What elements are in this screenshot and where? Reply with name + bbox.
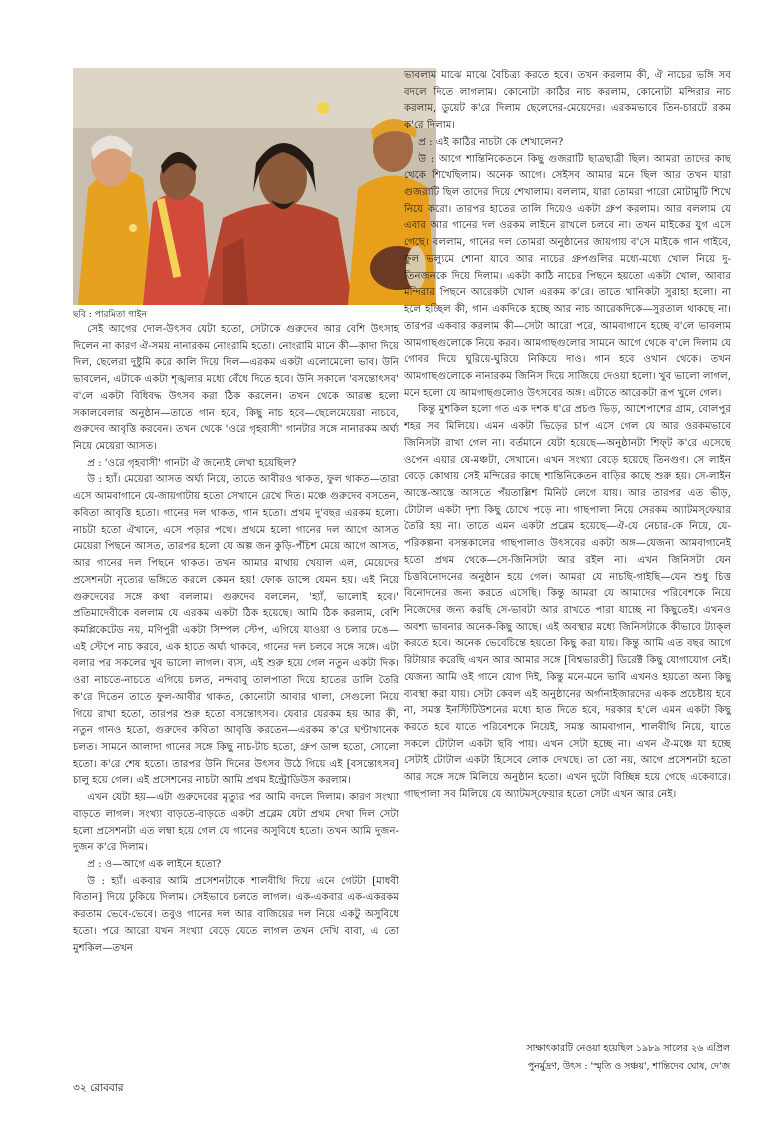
answer: উ : হ্যাঁ। একবার আমি প্রসেশনটাকে শালবীথি দিয়ে এনে গেটটা [মাধবী বিতান] দিয়ে ঢুকিয়ে দিলাম। সেইভাবে চলতে লাগল। এক-একবার এক-একরকম করতাম ভেবে-ভেবে। তবুও গানের দল আর বাজিয়ের দল নিয়ে একটু অসুবিধে হতো। পরে আরো যখন সংখ্যা বেড়ে যেতে লাগল তখন দেখি বাবা, এ তো মুশকিল—তখন — [73, 875, 399, 954]
left-column — [73, 322, 399, 1042]
right-column — [404, 68, 731, 1013]
paragraph: এখন যেটা হয়—এটা গুরুদেবের মৃত্যুর পর আমি বদলে দিলাম। কারণ সংখ্যা বাড়তে লাগল। সংখ্যা বাড়তে-বাড়তে একটা প্রব্লেম যেটা প্রথম দেখা দিল সেটা হলো প্রসেশনটা এত লম্বা হয়ে গেল যে গানের অসুবিধে হতো। তখন আমি দুজন-দুজন ক'রে দিলাম। — [73, 792, 399, 854]
festival-photo — [73, 68, 436, 305]
paragraph: কিন্তু মুশকিল হলো গত এক দশক ধ'রে প্রচণ্ড ভিড়, আশেপাশের গ্রাম, বোলপুর শহর সব মিলিয়ে। এমন একটা ভিড়ের চাপ এসে গেল যে আর ওরকমভাবে জিনিসটা রাখা গেল না। বর্তমানে যেটা হয়েছে—অনুষ্ঠানটা শিফ্‌ট ক'রে এসেছে ওপেন এয়ার যে-মঞ্চটা, সেখানে। এখন সংখ্যা বেড়ে হয়েছে তিনগুণ। সে লাইন বেড়ে কোথায় সেই মন্দিরের কাছে শান্তিনিকেতন বাড়ির কাছে শুরু হয়। সে-লাইন আস্তে-আস্তে আসতে পঁয়তাল্লিশ মিনিট লেগে যায়। আর তারপর এত ভীড়, টোটাল একটা দৃশ্য কিছু চোখে পড়ে না। গাছপালা নিয়ে সেরকম অ্যাটমস্‌ফেয়ার তৈরি হয় না। তাতে এমন একটা প্রব্লেম হয়েছে—ঐ-যে নেচার-কে নিয়ে, যে-পরিকল্পনা বসন্তকালের গাছপালাও উৎসবের একটা অঙ্গ—যেজন্য আমবাগানেই হতো প্রথম থেকে—সে-জিনিসটা আর রইল না। এখন জিনিসটা যেন চিত্তবিনোদনের অনুষ্ঠান হয়ে গেল। আমরা যে নাচছি-গাইছি—যেন শুধু চিত্ত বিনোদনের জন্য করতে এসেছি। কিন্তু আমরা যে আমাদের পরিবেশকে নিয়ে নিজেদের জন্য করছি সে-ভাবটা আর রাখতে পারা যাচ্ছে না কিছুতেই। এখনও অবশ্য ভাবনার অনেক-কিছু আছে। এই অবস্থার মধ্যে জিনিসটাকে কীভাবে ট্যাক্‌ল করতে হবে। অনেক ভেবেচিন্তে হয়তো কিছু করা যায়। কিন্তু আমি এত বছর আগে রিটায়ার করেছি এখন আর আমার সঙ্গে [বিশ্বভারতী] ডিরেক্ট কিছু যোগাযোগ নেই। যেজন্য আমি ওই গানে যোগ দিই, কিন্তু মনে-মনে ভাবি এখনও হয়তো অন্য কিছু ব্যবস্থা করা যায়। সেটা কেবল এই অনুষ্ঠানের অর্গানাইজারদের একক প্রচেষ্টায় হবে না, সমস্ত ইনস্টিটিউশনের মধ্যে হাত দিতে হবে, দরকার হ'লে এমন একটা কিছু করতে হবে যাতে পরিবেশকে নিয়েই, সমস্ত আমবাগান, শালবীথি নিয়ে, যাতে সকলে টোটাল একটা ছবি পায়। এখন সেটা হচ্ছে না। এখন ঐ-মঞ্চে যা হচ্ছে সেটাই টোটাল একটা হিসেবে লোক দেখছে। তা তো নয়, আগে প্রসেশনটা হতো আর সঙ্গে সঙ্গে মিলিয়ে অনুষ্ঠান হতো। এখন দুটো বিচ্ছিন্ন হয়ে গেছে একেবারে। গাছপালা সব মিলিয়ে যে অ্যাটমস্‌ফেয়ার হতো সেটা এখন আর নেই। — [404, 404, 731, 800]
question: প্র : এই কাঠির নাচটা কে শেখালেন? — [418, 136, 564, 148]
festival-photo-illustration — [73, 68, 436, 305]
page-footer: ৩২ রোববার — [73, 1082, 124, 1094]
reprint-source-note: পুনর্মুদ্রণ, উৎস : 'স্মৃতি ও সঞ্চয়', শান্তিদেব ঘোষ, দে'জ — [527, 1061, 730, 1072]
answer: উ : হ্যাঁ। মেয়েরা আসত অর্ঘ্য নিয়ে, তাতে আবীরও থাকত, ফুল থাকত—তারা এসে আমবাগানে যে-জায়গাটায় হতো সেখানে রেখে দিত। মঞ্চে গুরুদেব বসতেন, কবিতা আবৃত্তি হতো। গানের দল থাকত, গান হতো। প্রথম দু'বছর এরকম হলো। নাচটা হতো ঐখানে, এসে পড়ার পথে। প্রথমে হলো গানের দল আগে আসত মেয়েরা পিছনে আসত, তারপর হলো যে অল্প জন কুড়ি-পঁচিশ মেয়ে আগে আসত, আর গানের দল পিছনে থাকত। তখন আমার মাথায় খেয়াল এল, মেয়েদের প্রসেশনটা নৃত্যের ভঙ্গিতে করলে কেমন হয়! ফোক ডান্সে যেমন হয়। এই নিয়ে গুরুদেবের সঙ্গে কথা বললাম। গুরুদেব বললেন, 'হ্যাঁ, ভালোই হবে।' প্রতিমাদেবীকে বললাম যে এরকম একটা ঠিক হয়েছে। আমি ঠিক করলাম, বেশি কমপ্লিকেটেড নয়, মণিপুরী একটা সিম্পল স্টেপ, এগিয়ে যাওয়া ও চলার ঢঙে—এই স্টেপে নাচ করবে, এক হাতে অর্ঘ্য থাকবে, গানের দল চলবে সঙ্গে সঙ্গে। এটা বলার পর সকলের খুব ভালো লাগল। ব্যস, এই শুরু হয়ে গেল নতুন একটা দিক। ওরা নাচতে-নাচতে এগিয়ে চলত, নন্দবাবু তালপাতা দিয়ে হাতের ডালি তৈরি ক'রে দিতেন তাতে ফুল-আবীর থাকত, কোনোটা আবার থালা, সেগুলো নিয়ে গিয়ে রাখা হতো, তারপর শুরু হতো বসন্তোৎসব। যেবার যেরকম হয় আর কী, নতুন গানও হতো, গুরুদেব কবিতা আবৃত্তি করতেন—এরকম ক'রে ঘণ্টাখানেক চলত। সামনে আলাদা গানের সঙ্গে কিছু নাচ-টাচ হতো, গ্রুপ ডান্স হতো, সোলো হতো। ক'রে শেষ হতো। তারপর উনি দিনের উৎসব উঠে গিয়ে এই [বসন্তোৎসব] চালু হয়ে গেল। এই প্রসেশনের নাচটা আমি প্রথম ইন্ট্রোডিউস করলাম। — [73, 474, 399, 787]
question: প্র : 'ওরে গৃহবাসী' গানটা ঐ জন্যেই লেখা হয়েছিল? — [87, 457, 297, 469]
answer: উ : আগে শান্তিনিকেতনে কিছু গুজরাটি ছাত্রছাত্রী ছিল। আমরা তাদের কাছ থেকে শিখেছিলাম। অনেক আগে। সেইসব আমার মনে ছিল আর তখন যারা গুজরাটি ছিল তাদের দিয়ে শেখালাম। বললাম, যারা তোমরা পারো মোটামুটি শিখে নিয়ে করো। তারপর হাতের তালি দিয়েও একটা গ্রুপ করলাম। আর বললাম যে এবার আর গানের দল ওরকম লাইনে রাখলে চলবে না। তখন মাইকের যুগ এসে গেছে। বললাম, গানের দল তোমরা অনুষ্ঠানের জায়গায় ব'সে মাইকে গান গাইবে, ফুল ভল্যুমে শোনা যাবে আর নাচের গ্রুপগুলির মধ্যে-মধ্যে খোল নিয়ে দু-তিনজনকে দিয়ে দিলাম। একটা কাঠি নাচের পিছনে হয়তো একটা খোল, আবার মন্দিরার পিছনে আরেকটা খোল এরকম ক'রে। তাতে খানিকটা সুরাহা হলো। না হলে হচ্ছিল কী, গান একদিকে হচ্ছে আর নাচ আরেকদিকে—সুরতাল থাকছে না। তারপর একবার করলাম কী—সেটা আরো পরে, আমবাগানে হচ্ছে ব'লে ভাবলাম আমগাছগুলোকে নিয়ে করব। আমগাছগুলোর সামনে আগে থেকে ব'লে দিলাম যে গোবর দিয়ে ঘুরিয়ে-ঘুরিয়ে নিকিয়ে দাও। গান হবে ওখান থেকে। তখন আমগাছগুলোকে নানারকম জিনিস দিয়ে সাজিয়ে দেওয়া হলো। খুব ভালো লাগল, মনে হলো যে আমগাছগুলোও উৎসবের অঙ্গ। এটাতে আরেকটা রূপ খুলে গেল। — [404, 153, 731, 399]
interview-date-note: সাক্ষাৎকারটি নেওয়া হয়েছিল ১৯৮৯ সালের ২৬ এপ্রিল — [526, 1043, 730, 1054]
paragraph: সেই আগের দোল-উৎসব যেটা হতো, সেটাকে গুরুদেব আর বেশি উৎসাহ দিলেন না কারণ ঐ-সময় নানারকম নোংরামি হতো। নোংরামি মানে কী—কাদা দিয়ে দিল, ছেলেরা দুষ্টুমি করে কালি দিয়ে দিল—এরকম একটা এলোমেলো ভাব। উনি ভাবলেন, এটাকে একটা শৃঙ্খলার মধ্যে বেঁধে দিতে হবে। উনি সকালে 'বসন্তোৎসব' ব'লে একটা বিধিবদ্ধ উৎসব করা ঠিক করলেন। তখন থেকে আরম্ভ হলো সকালবেলার অনুষ্ঠান—তাতে গান হবে, কিছু নাচ হবে—ছেলেমেয়েরা নাচবে, গুরুদেব আবৃত্তি করবেন। তখন থেকে 'ওরে গৃহবাসী' গানটার সঙ্গে নানারকম অর্ঘ্য নিয়ে মেয়েরা আসত। — [73, 324, 399, 453]
photo-caption: ছবি : পারমিতা গাইন — [73, 310, 147, 320]
question: প্র : ও—আগে এক লাইনে হতো? — [87, 859, 222, 870]
paragraph: ভাবলাম মাঝে মাঝে বৈচিত্র্য করতে হবে। তখন করলাম কী, ঐ নাচের ভঙ্গি সব বদলে দিতে লাগলাম। কোনোটা কাঠির নাচ করলাম, কোনোটা মন্দিরার নাচ করলাম, ডুয়েট ক'রে দিলাম ছেলেদের-মেয়েদের। এরকমভাবে তিন-চারটে রকম ক'রে দিলাম। — [404, 70, 731, 132]
